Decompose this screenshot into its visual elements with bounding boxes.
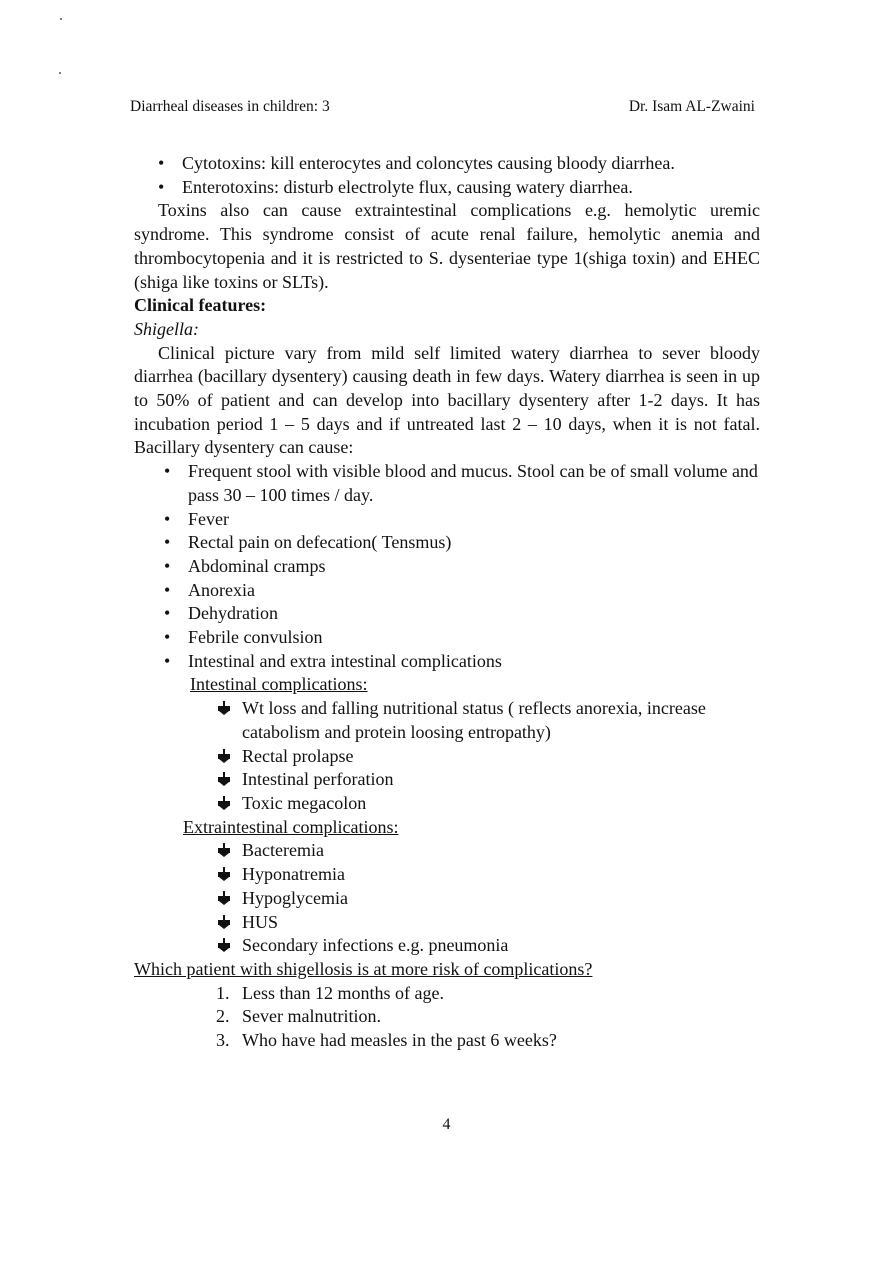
extraintestinal-list: [134, 839, 760, 958]
list-number: 3.: [216, 1030, 230, 1051]
list-item-text: Who have had measles in the past 6 weeks?: [242, 1030, 557, 1051]
list-item-text: Bacteremia: [242, 840, 324, 861]
list-item: [134, 745, 760, 769]
arrow-bullet-icon: [216, 749, 232, 763]
shigella-paragraph: Clinical picture vary from mild self limited watery diarrhea to sever bloody diarrhea (bacillary dysentery) causing death in few days. Watery diarrhea is seen in up to 50% of patient and can develop into bacillary dysentery after 1-2 days. It has incubation period 1 – 5 days and if untreated last 2 – 10 days, when it is not fatal. Bacillary dysentery can cause:: [134, 342, 760, 458]
list-item: • Intestinal and extra intestinal complications: [134, 650, 760, 674]
shigella-heading: Shigella:: [134, 318, 199, 339]
arrow-bullet-icon: [216, 867, 232, 881]
list-item-text: Intestinal perforation: [242, 769, 394, 790]
arrow-bullet-icon: [216, 891, 232, 905]
scan-speck: [60, 18, 62, 20]
list-item: • Enterotoxins: disturb electrolyte flux, causing watery diarrhea.: [134, 176, 760, 200]
list-item: • Cytotoxins: kill enterocytes and coloncytes causing bloody diarrhea.: [134, 152, 760, 176]
list-item-text: Toxic megacolon: [242, 792, 367, 813]
list-item-text: Hypoglycemia: [242, 887, 348, 908]
arrow-bullet-icon: [216, 701, 232, 715]
list-item: [134, 697, 760, 744]
toxin-paragraph: Toxins also can cause extraintestinal complications e.g. hemolytic uremic syndrome. This syndrome consist of acute renal failure, hemolytic anemia and thrombocytopenia and it is restricted to S. dysenteriae type 1(shiga toxin) and EHEC (shiga like toxins or SLTs).: [134, 200, 760, 292]
list-item: • Febrile convulsion: [134, 626, 760, 650]
list-item-text: Wt loss and falling nutritional status ( reflects anorexia, increase catabolism and protein loosing entropathy): [242, 698, 706, 742]
toxin-list: [134, 152, 760, 199]
intestinal-list: [134, 697, 760, 816]
page-number: 4: [442, 1116, 451, 1133]
list-item: [134, 982, 760, 1006]
list-item: • Frequent stool with visible blood and mucus. Stool can be of small volume and pass 30 – 100 times / day.: [134, 460, 760, 507]
list-item-text: Less than 12 months of age.: [242, 982, 444, 1003]
risk-list: [134, 982, 760, 1053]
extraintestinal-complications-heading: Extraintestinal complications:: [183, 816, 399, 837]
list-item: • Abdominal cramps: [134, 555, 760, 579]
arrow-bullet-icon: [216, 915, 232, 929]
clinical-features-heading: Clinical features:: [134, 295, 267, 316]
list-item: [134, 887, 760, 911]
list-item: [134, 934, 760, 958]
header-author: Dr. Isam AL-Zwaini: [628, 98, 755, 115]
list-item-text: Sever malnutrition.: [242, 1006, 381, 1027]
arrow-bullet-icon: [216, 938, 232, 952]
list-item-text: Rectal prolapse: [242, 745, 354, 766]
list-item: [134, 863, 760, 887]
list-item: • Dehydration: [134, 602, 760, 626]
list-item: [134, 911, 760, 935]
scan-speck: [59, 72, 61, 74]
arrow-bullet-icon: [216, 772, 232, 786]
list-item: • Rectal pain on defecation( Tensmus): [134, 531, 760, 555]
page-content: [134, 152, 760, 1053]
list-item-text: HUS: [242, 911, 279, 932]
arrow-bullet-icon: [216, 843, 232, 857]
list-item: [134, 839, 760, 863]
feature-list: [134, 460, 760, 673]
list-item-text: Hyponatremia: [242, 864, 345, 885]
header-title: Diarrheal diseases in children: 3: [130, 98, 330, 115]
list-item: • Anorexia: [134, 579, 760, 603]
list-item: [134, 1029, 760, 1053]
list-item: [134, 792, 760, 816]
list-item: [134, 768, 760, 792]
intestinal-complications-heading: Intestinal complications:: [190, 674, 368, 695]
list-item: • Fever: [134, 508, 760, 532]
list-number: 2.: [216, 1006, 230, 1027]
list-item-text: Secondary infections e.g. pneumonia: [242, 935, 509, 956]
risk-question: Which patient with shigellosis is at more risk of complications?: [134, 958, 593, 979]
list-item: [134, 1005, 760, 1029]
list-number: 1.: [216, 982, 230, 1003]
arrow-bullet-icon: [216, 796, 232, 810]
